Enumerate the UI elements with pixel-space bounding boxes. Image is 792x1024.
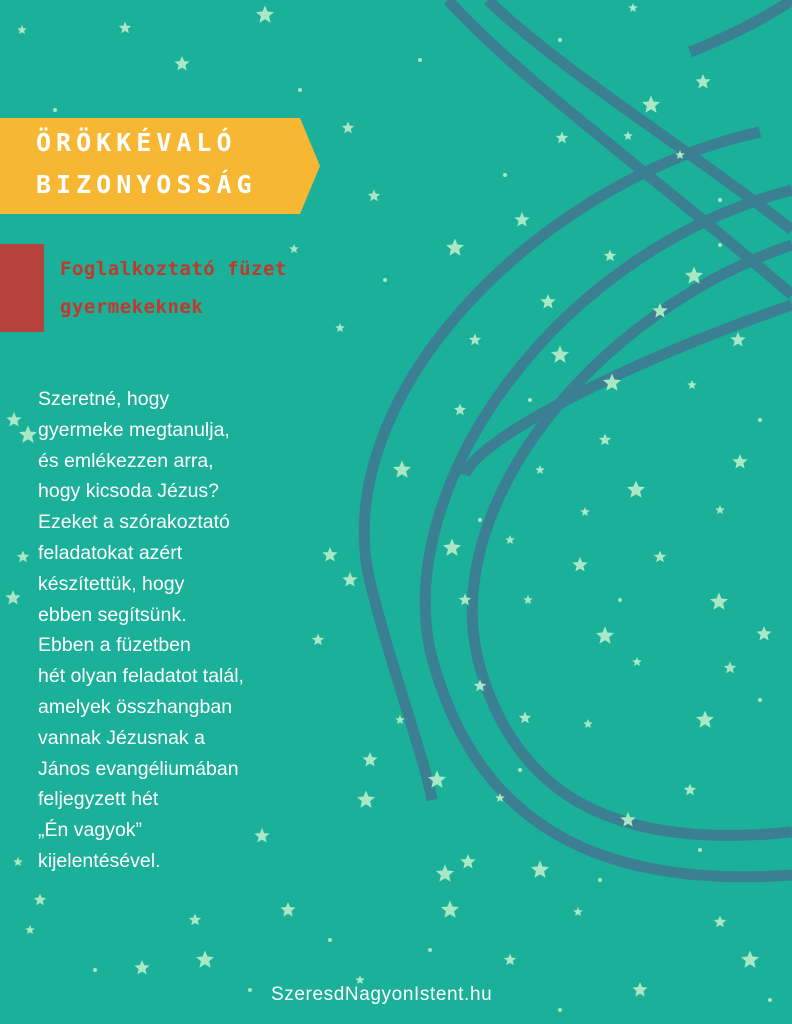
description-line: kijelentésével. [38, 849, 161, 872]
dot-decoration [418, 58, 422, 62]
star-icon [443, 539, 461, 556]
star-icon [632, 657, 642, 666]
star-icon [454, 404, 466, 416]
description-line: készítettük, hogy [38, 572, 185, 595]
dot-decoration [558, 38, 562, 42]
dot-decoration [428, 948, 432, 952]
star-icon [460, 854, 475, 869]
star-icon [599, 434, 611, 446]
dot-decoration [328, 938, 332, 942]
star-icon [19, 426, 37, 443]
star-icon [362, 752, 377, 767]
star-icon [504, 954, 516, 966]
star-icon [596, 627, 614, 644]
dot-decoration [718, 243, 722, 247]
dot-decoration [718, 198, 722, 202]
star-icon [393, 461, 411, 478]
star-icon [556, 132, 568, 144]
star-icon [696, 711, 714, 728]
star-icon [469, 334, 481, 346]
star-icon [632, 982, 647, 997]
star-icon [756, 626, 771, 641]
dot-decoration [758, 418, 762, 422]
star-icon [687, 380, 697, 389]
star-icon [724, 662, 736, 674]
star-icon [436, 865, 454, 882]
dot-decoration [383, 278, 387, 282]
dot-decoration [598, 878, 602, 882]
dot-decoration [298, 88, 302, 92]
star-icon [335, 323, 345, 332]
description-line: János evangéliumában [38, 757, 239, 780]
star-icon [368, 190, 380, 202]
dot-decoration [53, 108, 57, 112]
star-icon [189, 914, 201, 926]
star-icon [342, 572, 357, 587]
description-line: feljegyzett hét [38, 788, 159, 811]
description-line: Szeretné, hogy [38, 388, 170, 410]
star-icon [289, 244, 299, 253]
star-icon [695, 74, 710, 89]
star-icon [572, 557, 587, 572]
description-line: Ebben a füzetben [38, 634, 191, 657]
star-icon [256, 6, 274, 23]
dot-decoration [248, 988, 252, 992]
subtitle-line-1: Foglalkoztató füzet [60, 258, 287, 280]
star-icon [628, 3, 638, 12]
star-icon [505, 535, 515, 544]
star-icon [34, 894, 46, 906]
star-icon [134, 960, 149, 975]
star-icon [540, 294, 555, 309]
star-icon [6, 412, 21, 427]
description-text [38, 384, 338, 877]
dot-decoration [518, 768, 522, 772]
description-line: Ezeket a szórakoztató [38, 511, 230, 534]
dot-decoration [478, 518, 482, 522]
website-link[interactable]: SzeresdNagyonIstent.hu [271, 984, 493, 1005]
star-icon [17, 25, 27, 34]
star-icon [684, 784, 696, 796]
dot-decoration [698, 848, 702, 852]
star-icon [446, 239, 464, 256]
dot-decoration [528, 398, 532, 402]
title-line-1: ÖRÖKKÉVALÓ [36, 128, 237, 157]
subtitle-accent-block [0, 244, 44, 332]
star-icon [13, 857, 23, 866]
star-icon [627, 481, 645, 498]
dot-decoration [558, 1008, 562, 1012]
star-icon [280, 902, 295, 917]
dot-decoration [618, 598, 622, 602]
dot-decoration [503, 173, 507, 177]
star-icon [441, 901, 459, 918]
star-icon [25, 925, 35, 934]
star-icon [196, 951, 214, 968]
star-icon [17, 551, 29, 563]
star-icon [642, 96, 660, 113]
star-icon [519, 712, 531, 724]
star-icon [715, 505, 725, 514]
description-line: „Én vagyok” [38, 819, 143, 842]
star-icon [514, 212, 529, 227]
description-line: vannak Jézusnak a [38, 726, 205, 749]
dot-decoration [758, 698, 762, 702]
star-icon [714, 916, 726, 928]
description-line: ebben segítsünk. [38, 603, 187, 626]
description-line: és emlékezzen arra, [38, 449, 214, 472]
star-icon [355, 975, 365, 984]
star-icon [119, 22, 131, 34]
subtitle-line-2: gyermekeknek [60, 296, 204, 318]
star-icon [732, 454, 747, 469]
star-icon [604, 250, 616, 262]
star-icon [710, 593, 728, 610]
description-line: feladatokat azért [38, 541, 183, 564]
description-line: hét olyan feladatot talál, [38, 665, 244, 688]
description-line: hogy kicsoda Jézus? [38, 480, 220, 503]
star-icon [5, 590, 20, 605]
star-icon [551, 346, 569, 363]
dot-decoration [93, 968, 97, 972]
star-icon [523, 595, 533, 604]
ribbon-curves [364, 0, 792, 877]
star-icon [580, 507, 590, 516]
star-icon [573, 907, 583, 916]
star-icon [583, 719, 593, 728]
description-line: amelyek összhangban [38, 695, 233, 718]
star-icon [535, 465, 545, 474]
star-icon [174, 56, 189, 71]
star-icon [342, 122, 354, 134]
dot-decoration [768, 998, 772, 1002]
star-icon [654, 551, 666, 563]
star-icon [623, 131, 633, 140]
title-line-2: BIZONYOSSÁG [36, 170, 257, 199]
star-icon [531, 861, 549, 878]
star-icon [357, 791, 375, 808]
description-line: gyermeke megtanulja, [38, 418, 230, 441]
star-icon [730, 332, 745, 347]
star-icon [741, 951, 759, 968]
